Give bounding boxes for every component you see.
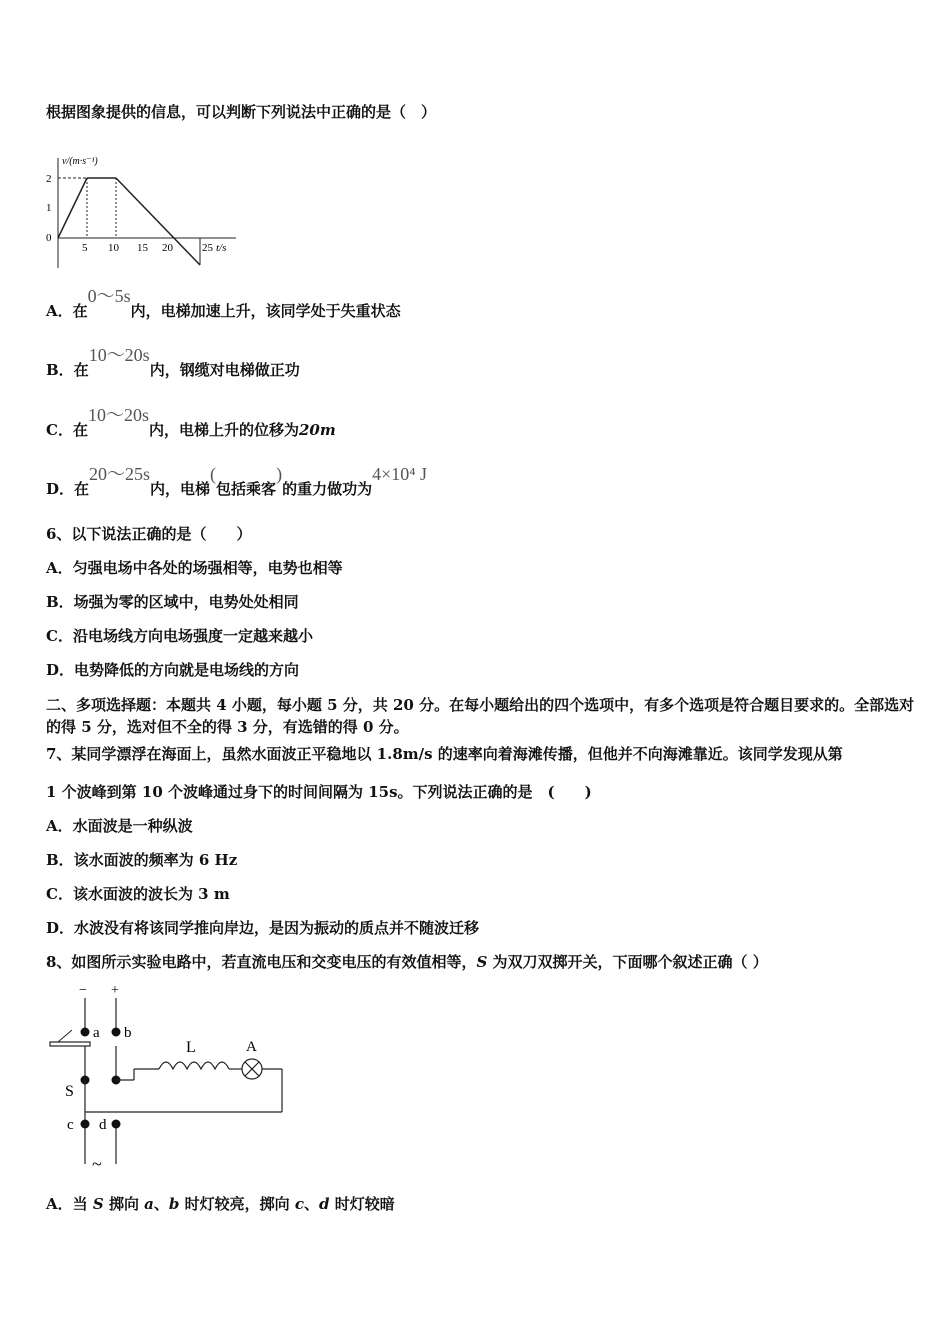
circuit-diagram (44, 982, 294, 1172)
q5-option-c[interactable]: C．在10～20s内，电梯上升的位移为20m (46, 405, 336, 439)
q5-stem: 根据图象提供的信息，可以判断下列说法中正确的是（ ） (46, 103, 437, 121)
lamp-icon (242, 1059, 262, 1079)
q5-option-d[interactable]: D．在20～25s内，电梯(包括乘客)的重力做功为4×10⁴ J (46, 464, 428, 498)
q6-option[interactable]: B．场强为零的区域中，电势处处相同 (46, 593, 299, 611)
q8-option-a[interactable]: A．当 S 掷向 a、b 时灯较亮，掷向 c、d 时灯较暗 (46, 1195, 395, 1213)
graph-xtick: 15 (137, 242, 148, 254)
q8-stem: 8、如图所示实验电路中，若直流电压和交变电压的有效值相等，S 为双刀双掷开关，下面哪个叙述正确（ ） (46, 953, 768, 971)
graph-xtick: 25 (202, 242, 213, 254)
graph-xtick: 5 (82, 242, 88, 254)
q7-option[interactable]: A．水面波是一种纵波 (46, 817, 193, 835)
q7-option[interactable]: D．水波没有将该同学推向岸边，是因为振动的质点并不随波迁移 (46, 919, 480, 937)
graph-xtick: 20 (162, 242, 173, 254)
q6-option[interactable]: C．沿电场线方向电场强度一定越来越小 (46, 627, 313, 645)
ac-source-label: ~ (92, 1154, 102, 1172)
math-expression: 10～20s (88, 345, 150, 365)
q5-option-a[interactable]: A．在0～5s内，电梯加速上升，该同学处于失重状态 (46, 286, 401, 320)
terminal-c (81, 1120, 90, 1129)
velocity-time-graph (44, 150, 244, 270)
plus-terminal-label: + (111, 983, 119, 998)
terminal-c-label: c (67, 1117, 74, 1133)
math-expression: 20～25s (89, 464, 151, 484)
graph-ytick: 1 (46, 202, 52, 214)
q6-option[interactable]: A．匀强电场中各处的场强相等，电势也相等 (46, 559, 343, 577)
terminal-d (112, 1120, 121, 1129)
graph-ylabel: v/(m·s⁻¹) (62, 156, 98, 167)
math-expression: 10～20s (87, 405, 149, 425)
terminal-b-label: b (124, 1025, 132, 1041)
inductor-label: L (186, 1039, 196, 1056)
minus-terminal-label: − (79, 983, 87, 998)
switch-label: S (65, 1083, 74, 1100)
math-expression: 0～5s (87, 286, 131, 306)
graph-ytick: 0 (46, 232, 52, 244)
q7-stem-line1: 7、某同学漂浮在海面上，虽然水面波正平稳地以 1.8m/s 的速率向着海滩传播，但他并不向海滩靠近。该同学发现从第 (46, 745, 843, 763)
q7-option[interactable]: C．该水面波的波长为 3 m (46, 885, 230, 903)
section-heading: 二、多项选择题：本题共 4 小题，每小题 5 分，共 20 分。在每小题给出的四个选项中，有多个选项是符合题目要求的。全部选对的得 5 分，选对但不全的得 3 分，有选错的得 0 分。 (46, 696, 915, 736)
terminal-a (81, 1028, 90, 1037)
terminal-d-label: d (99, 1117, 107, 1133)
q5-option-b[interactable]: B．在10～20s内，钢缆对电梯做正功 (46, 345, 300, 379)
q6-option[interactable]: D．电势降低的方向就是电场线的方向 (46, 661, 300, 679)
q6-stem: 6、以下说法正确的是（ ） (46, 525, 252, 543)
inductor (159, 1062, 229, 1069)
q7-stem-line2: 1 个波峰到第 10 个波峰通过身下的时间间隔为 15s。下列说法正确的是 ( ) (46, 783, 592, 801)
math-expression: 4×10⁴ J (372, 464, 428, 484)
graph-ytick: 2 (46, 173, 52, 185)
terminal-a-label: a (93, 1025, 100, 1041)
lamp-label: A (246, 1039, 257, 1055)
terminal-b (112, 1028, 121, 1037)
graph-xtick: 10 (108, 242, 119, 254)
q7-option[interactable]: B．该水面波的频率为 6 Hz (46, 851, 238, 869)
graph-xlabel: t/s (216, 242, 227, 254)
